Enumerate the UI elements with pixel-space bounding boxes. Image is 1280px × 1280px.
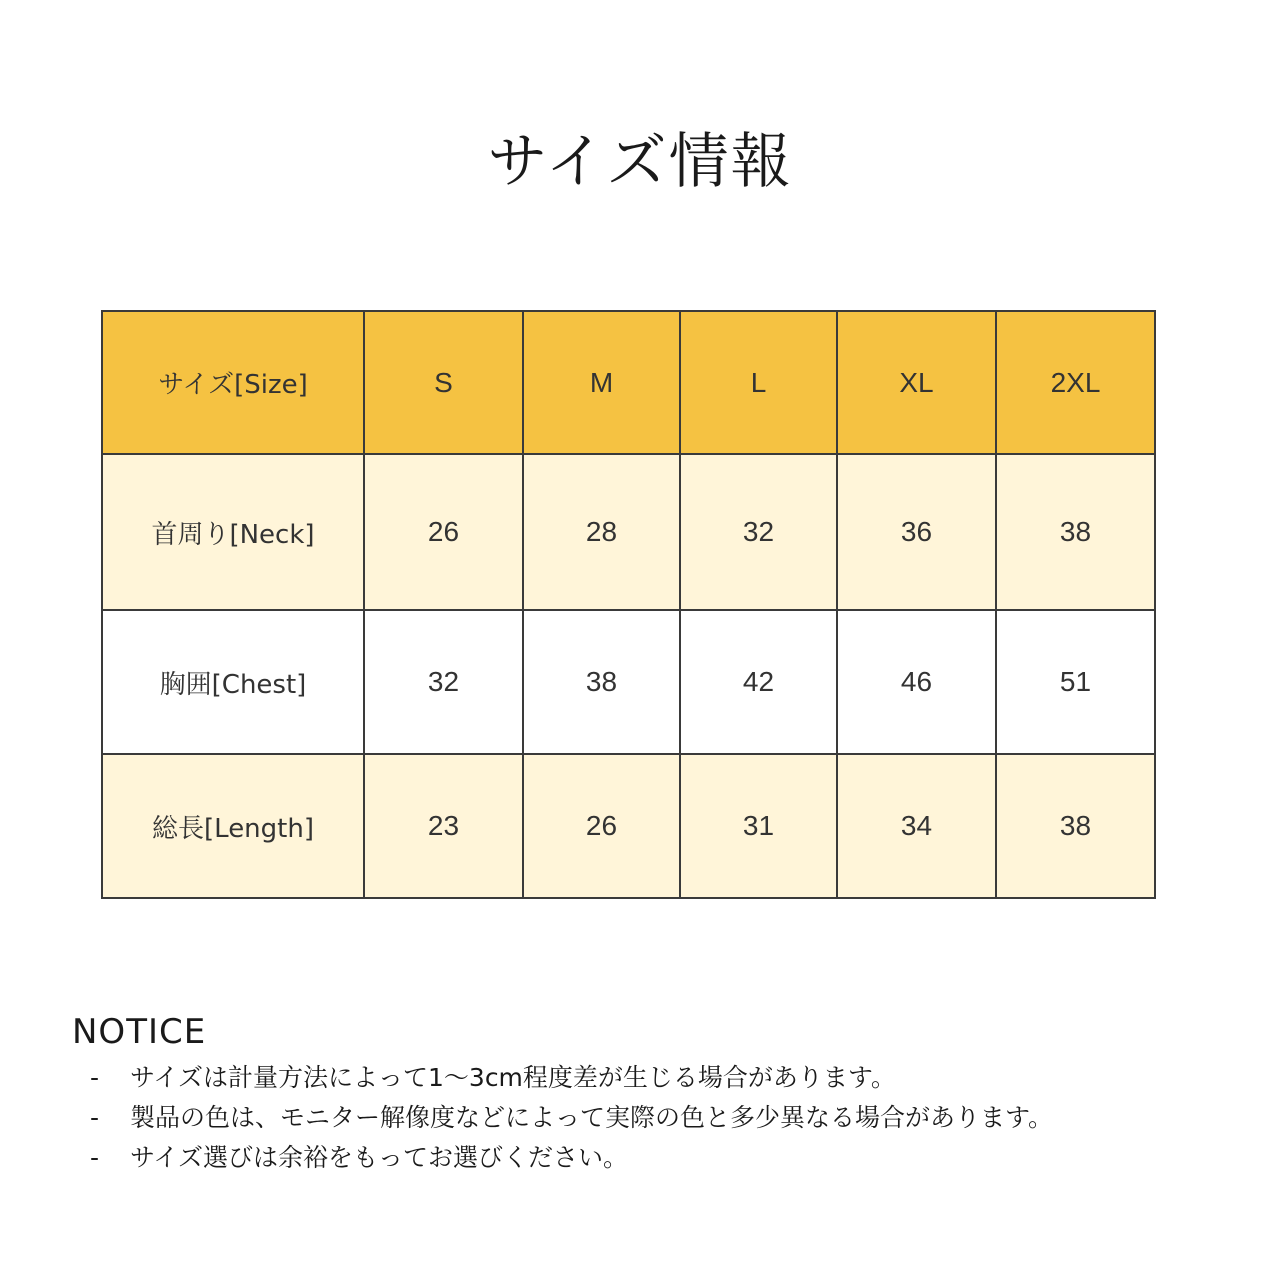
table-row-neck (102, 454, 1155, 610)
header-cell-xl: XL (837, 311, 996, 454)
bullet-dash: - (90, 1143, 100, 1172)
table-header-row (102, 311, 1155, 454)
notice-list (72, 1058, 1252, 1178)
row-label-chest: 胸囲[Chest] (102, 610, 364, 754)
table-cell: 32 (680, 454, 837, 610)
size-table (101, 310, 1156, 899)
bullet-dash: - (90, 1063, 100, 1092)
bullet-dash: - (90, 1103, 100, 1132)
header-cell-size: サイズ[Size] (102, 311, 364, 454)
notice-text: サイズは計量方法によって1～3cm程度差が生じる場合があります。 (130, 1063, 896, 1092)
table-cell: 26 (364, 454, 523, 610)
list-item (72, 1098, 1252, 1138)
table-row-length (102, 754, 1155, 898)
table-cell: 34 (837, 754, 996, 898)
list-item (72, 1058, 1252, 1098)
table-cell: 51 (996, 610, 1155, 754)
table-cell: 36 (837, 454, 996, 610)
table-cell: 38 (523, 610, 680, 754)
table-cell: 32 (364, 610, 523, 754)
row-label-length: 総長[Length] (102, 754, 364, 898)
notice-text: サイズ選びは余裕をもってお選びください。 (130, 1143, 629, 1172)
page-title: サイズ情報 (487, 127, 793, 197)
header-cell-l: L (680, 311, 837, 454)
table-cell: 38 (996, 754, 1155, 898)
table-cell: 28 (523, 454, 680, 610)
table-cell: 26 (523, 754, 680, 898)
header-cell-m: M (523, 311, 680, 454)
table-row-chest (102, 610, 1155, 754)
table-cell: 31 (680, 754, 837, 898)
header-cell-2xl: 2XL (996, 311, 1155, 454)
row-label-neck: 首周り[Neck] (102, 454, 364, 610)
notice-title: NOTICE (72, 1012, 207, 1052)
notice-text: 製品の色は、モニター解像度などによって実際の色と多少異なる場合があります。 (130, 1103, 1054, 1132)
table-cell: 23 (364, 754, 523, 898)
table-cell: 46 (837, 610, 996, 754)
table-cell: 42 (680, 610, 837, 754)
list-item (72, 1138, 1252, 1178)
header-cell-s: S (364, 311, 523, 454)
notice-section (72, 1010, 1252, 1178)
table-cell: 38 (996, 454, 1155, 610)
